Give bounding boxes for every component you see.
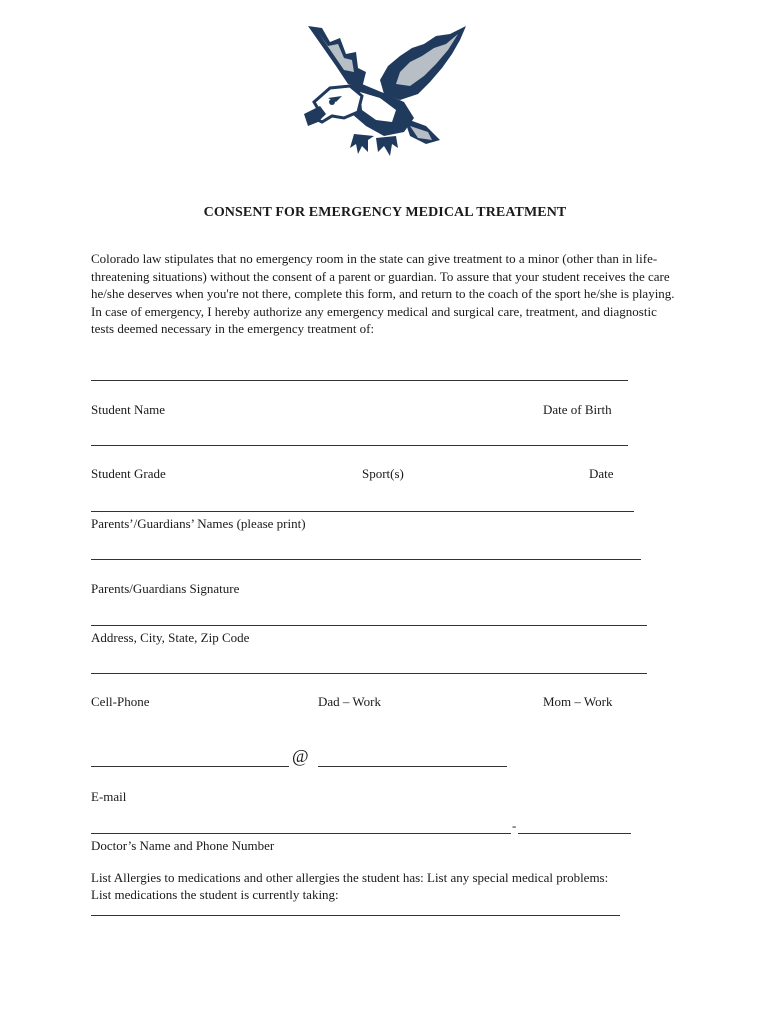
address-line[interactable] <box>91 625 647 626</box>
date-of-birth-label: Date of Birth <box>543 402 612 417</box>
student-name-line[interactable] <box>91 380 628 381</box>
parents-signature-label: Parents/Guardians Signature <box>91 581 240 596</box>
phone-dash: - <box>512 818 517 833</box>
email-domain-line[interactable] <box>318 766 507 767</box>
parents-names-label: Parents’/Guardians’ Names (please print) <box>91 516 306 531</box>
allergies-label: List Allergies to medications and other allergies the student has: List any special medical problems: <box>91 870 609 885</box>
eagle-logo <box>300 22 472 164</box>
parents-signature-line[interactable] <box>91 559 641 560</box>
mom-work-label: Mom – Work <box>543 694 613 709</box>
medications-label: List medications the student is currently taking: <box>91 887 339 902</box>
grade-sport-date-line[interactable] <box>91 445 628 446</box>
dad-work-label: Dad – Work <box>318 694 381 709</box>
student-name-label: Student Name <box>91 402 166 417</box>
email-user-line[interactable] <box>91 766 289 767</box>
at-sign: @ <box>292 746 309 766</box>
medications-line[interactable] <box>91 915 620 916</box>
cell-phone-label: Cell-Phone <box>91 694 150 709</box>
parents-names-line[interactable] <box>91 511 634 512</box>
doctor-name-line[interactable] <box>91 833 511 834</box>
address-label: Address, City, State, Zip Code <box>91 630 250 645</box>
doctor-label: Doctor’s Name and Phone Number <box>91 838 275 853</box>
eagle-icon <box>300 22 472 164</box>
intro-paragraph: Colorado law stipulates that no emergency room in the state can give treatment to a minor (other than in life-threatening situations) without the consent of a parent or guardian. To assure that your student receives the care he/she deserves when you're not there, complete this form, and return to the coach of the sport he/she is playing. In case of emergency, I hereby authorize any emergency medical and surgical care, treatment, and diagnostic tests deemed necessary in the emergency treatment of: <box>91 251 675 336</box>
form-title: CONSENT FOR EMERGENCY MEDICAL TREATMENT <box>203 205 567 220</box>
date-label: Date <box>589 466 614 481</box>
email-label: E-mail <box>91 789 127 804</box>
doctor-phone-line[interactable] <box>518 833 631 834</box>
phones-line[interactable] <box>91 673 647 674</box>
sports-label: Sport(s) <box>362 466 404 481</box>
student-grade-label: Student Grade <box>91 466 166 481</box>
